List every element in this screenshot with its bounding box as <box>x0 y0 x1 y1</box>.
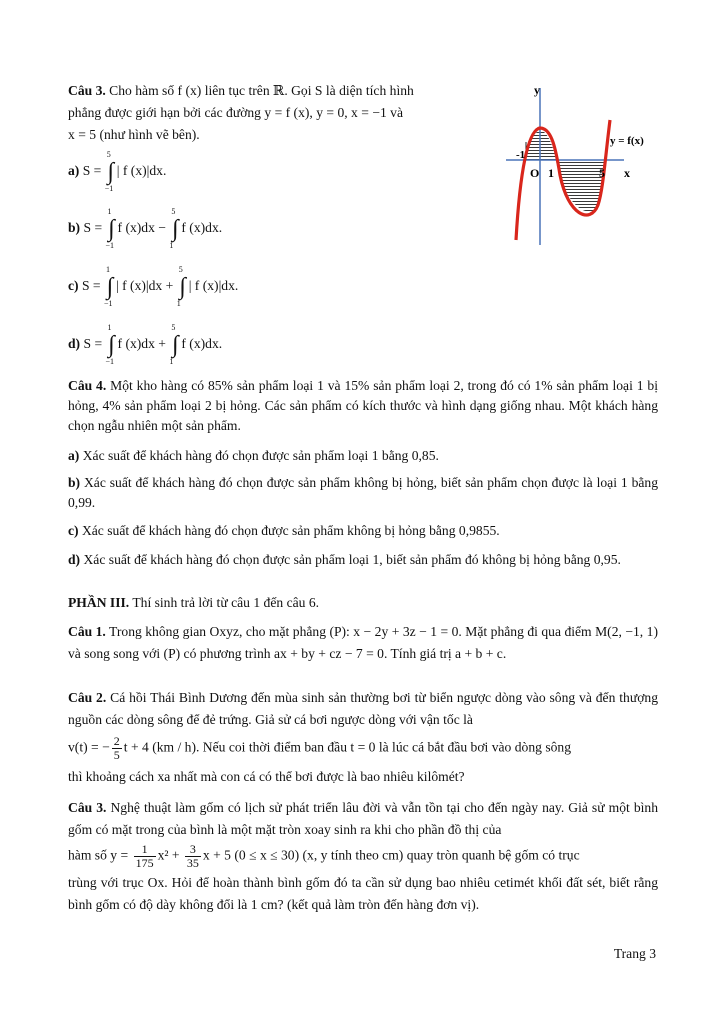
option-label: d) <box>68 336 81 352</box>
part3-question-2 <box>68 687 658 788</box>
option-label: c) <box>68 523 79 538</box>
option-d <box>68 323 223 366</box>
y-axis-label: y <box>534 83 540 97</box>
upper-limit: 5 <box>171 323 176 332</box>
option-text: Xác suất để khách hàng đó chọn được sản phẩm không bị hỏng, biết sản phẩm chọn được là loại 1 bằng 0,99. <box>68 475 658 510</box>
option-label: d) <box>68 552 81 567</box>
formula-text: x + 5 (0 ≤ x ≤ 30) (x, y tính theo cm) quay tròn quanh bệ gốm có trục <box>202 847 580 863</box>
option-text: Xác suất để khách hàng đó chọn được sản phẩm không bị hỏng bằng 0,9855. <box>78 523 500 538</box>
lower-limit: 1 <box>169 241 174 250</box>
part-3-heading <box>68 593 658 613</box>
part-label: PHẦN III. <box>68 595 130 610</box>
question-text: thì khoảng cách xa nhất mà con cá có thể bơi được là bao nhiêu kilômét? <box>68 769 465 784</box>
question-label: Câu 2. <box>68 690 107 705</box>
lower-limit: 1 <box>176 299 181 308</box>
question-text: phẳng được giới hạn bởi các đường y = f (x), y = 0, x = −1 và <box>68 105 404 120</box>
question-text: Trong không gian Oxyz, cho mặt phẳng (P): x − 2y + 3z − 1 = 0. Mặt phẳng đi qua điểm M(2, −1, 1) và song song với (P) có phương trình ax + by + cz − 7 = 0. Tính giá trị a + b + c. <box>68 624 658 661</box>
tick-5: 5 <box>599 166 605 180</box>
option-label: b) <box>68 475 81 490</box>
tick-origin: O <box>530 166 540 180</box>
question-label: Câu 3. <box>68 800 107 815</box>
integral-symbol: 1 ∫ −1 <box>105 323 115 366</box>
option-label: a) <box>68 448 80 463</box>
option-b <box>68 207 223 250</box>
option-label: b) <box>68 220 81 236</box>
part3-question-1 <box>68 621 658 665</box>
integral-symbol: 1 ∫ −1 <box>104 265 114 308</box>
option-body: f (x)dx − <box>117 220 170 236</box>
option-label: c) <box>68 278 79 294</box>
formula-text: v(t) = − <box>68 739 110 755</box>
q4-option-a <box>68 446 658 466</box>
page-number: Trang 3 <box>613 946 656 961</box>
option-body: f (x)dx. <box>181 220 223 236</box>
option-text: S = <box>80 220 106 236</box>
integral-symbol: 5 ∫ 1 <box>169 207 179 250</box>
option-body: | f (x)|dx + <box>116 278 177 294</box>
q4-option-c <box>68 521 658 541</box>
lower-limit: −1 <box>104 299 113 308</box>
tick-1: 1 <box>548 166 554 180</box>
question-3-intro <box>68 80 498 146</box>
integral-symbol: 5 ∫ 1 <box>169 323 179 366</box>
q4-option-b <box>68 473 658 513</box>
part-text: Thí sinh trả lời từ câu 1 đến câu 6. <box>129 595 320 610</box>
upper-limit: 1 <box>106 265 110 274</box>
lower-limit: −1 <box>105 357 115 366</box>
fraction: $\frac{3}{35}$ <box>186 842 199 870</box>
upper-limit: 5 <box>106 150 111 159</box>
lower-limit: −1 <box>105 241 115 250</box>
option-text: Xác suất để khách hàng đó chọn được sản phẩm loại 1, biết sản phẩm đó không bị hỏng bằng 0,95. <box>80 552 621 567</box>
upper-limit: 1 <box>107 207 112 216</box>
question-label: Câu 3. <box>68 83 106 98</box>
q4-option-d <box>68 550 658 570</box>
function-graph <box>500 80 660 250</box>
integral-symbol: 5 ∫ 1 <box>176 265 186 308</box>
question-4 <box>68 376 658 436</box>
x-axis-label: x <box>624 166 630 180</box>
option-text: S = <box>78 278 104 294</box>
question-text: Một kho hàng có 85% sản phẩm loại 1 và 15% sản phẩm loại 2, trong đó có 1% sản phẩm loại 1 bị hỏng, 4% sản phẩm loại 2 bị hỏng. Các sản phẩm có kích thước và hình dạng giống nhau. Một khách hàng chọn ngẫu nhiên một sản phẩm. <box>68 378 658 433</box>
option-text: S = <box>79 163 105 179</box>
integral-symbol: 1 ∫ −1 <box>105 207 115 250</box>
tick-minus1: -1 <box>516 149 526 161</box>
upper-limit: 1 <box>107 323 112 332</box>
fraction: $\frac{1}{175}$ <box>135 842 154 870</box>
lower-limit: 1 <box>169 357 174 366</box>
formula-text: hàm số y = <box>68 847 132 863</box>
question-text: trùng với trục Ox. Hỏi để hoàn thành bình gốm đó ta cần sử dụng bao nhiêu cetimét khối đất sét, biết rằng bình gốm có độ dày không đổi là 1 cm? (kết quả làm tròn đến hàng đơn vị). <box>68 875 658 912</box>
option-body: f (x)dx + <box>117 336 170 352</box>
question-label: Câu 4. <box>68 378 107 393</box>
option-label: a) <box>68 163 80 179</box>
curve-label: y = f(x) <box>610 135 644 147</box>
option-body: | f (x)|dx. <box>188 278 239 294</box>
formula-text: x² + <box>157 847 183 863</box>
option-text: Xác suất để khách hàng đó chọn được sản phẩm loại 1 bằng 0,85. <box>79 448 439 463</box>
integral-symbol: 5 ∫ −1 <box>104 150 115 193</box>
option-body: f (x)dx. <box>181 336 223 352</box>
option-a <box>68 150 167 193</box>
upper-limit: 5 <box>178 265 183 274</box>
question-label: Câu 1. <box>68 624 106 639</box>
part3-question-3 <box>68 797 658 916</box>
option-text: S = <box>80 336 106 352</box>
option-c <box>68 265 239 308</box>
question-text: Cho hàm số f (x) liên tục trên ℝ. Gọi S là diện tích hình <box>105 83 414 98</box>
question-text: Nghệ thuật làm gốm có lịch sử phát triển lâu đời và vẫn tồn tại cho đến ngày nay. Giả sử một bình gốm có mặt trong của bình là một mặt tròn xoay sinh ra khi cho phần đồ thị của <box>68 800 658 837</box>
lower-limit: −1 <box>104 184 114 193</box>
formula-text: t + 4 (km / h). Nếu coi thời điểm ban đầu t = 0 là lúc cá bắt đầu bơi vào dòng sông <box>123 739 572 755</box>
option-body: | f (x)|dx. <box>116 163 167 179</box>
fraction: $\frac{2}{5}$ <box>113 734 120 762</box>
question-text: x = 5 (như hình vẽ bên). <box>68 127 200 142</box>
question-text: Cá hồi Thái Bình Dương đến mùa sinh sản thường bơi từ biển ngược dòng vào sông và đến thượng nguồn các dòng sông để đẻ trứng. Giả sử cá bơi ngược dòng với vận tốc là <box>68 690 658 727</box>
upper-limit: 5 <box>171 207 176 216</box>
